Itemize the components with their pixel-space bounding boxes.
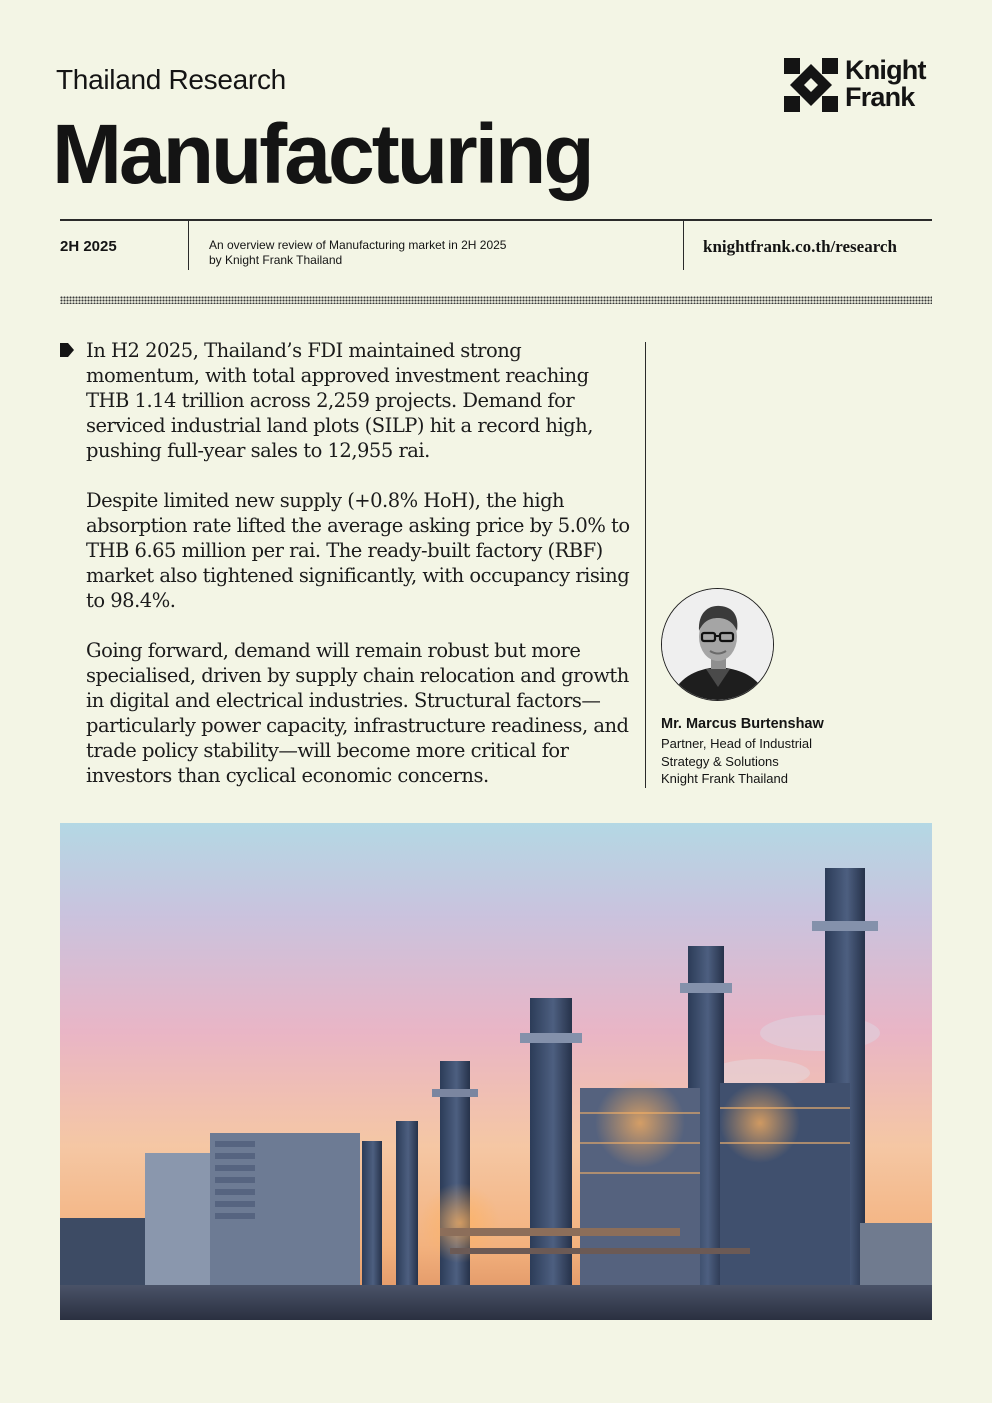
summary-paragraph: Going forward, demand will remain robust but more specialised, driven by supply chain relocation and growth in digital and electrical industries. Structural factors—particularly power capacity, infrastructure readiness, and trade policy stability—will become more critical for investors than cyclical economic concerns. (86, 639, 629, 787)
knight-frank-logo[interactable] (784, 55, 934, 116)
report-series: Thailand Research (56, 64, 286, 95)
author-title: Partner, Head of Industrial Strategy & Solutions Knight Frank Thailand (661, 736, 813, 786)
logo-wordmark: Knight Frank (845, 55, 926, 112)
summary-paragraph: In H2 2025, Thailand’s FDI maintained strong momentum, with total approved investment reaching THB 1.14 trillion across 2,259 projects. Demand for serviced industrial land plots (SILP) hit a record high, pushing full-year sales to 12,955 rai. (86, 339, 593, 462)
report-overview: An overview review of Manufacturing market in 2H 2025 by Knight Frank Thailand (209, 238, 507, 267)
cover-photo-power-plant (60, 823, 932, 1320)
summary-text (86, 338, 631, 813)
author-name: Mr. Marcus Burtenshaw (661, 716, 824, 732)
author-portrait (661, 588, 774, 701)
research-link[interactable]: knightfrank.co.th/research (703, 237, 897, 256)
tag-bullet-icon (60, 343, 74, 357)
logo-mark-icon (784, 58, 838, 112)
page-title: Manufacturing (52, 107, 592, 201)
meta-divider (683, 221, 684, 270)
summary-paragraph: Despite limited new supply (+0.8% HoH), the high absorption rate lifted the average asking price by 5.0% to THB 6.65 million per rai. The ready-built factory (RBF) market also tightened significantly, with occupancy rising to 98.4%. (86, 489, 630, 612)
meta-divider (188, 221, 189, 270)
dotted-separator (60, 296, 932, 304)
header-rule (60, 219, 932, 221)
column-divider (645, 342, 646, 788)
report-period: 2H 2025 (60, 238, 117, 255)
